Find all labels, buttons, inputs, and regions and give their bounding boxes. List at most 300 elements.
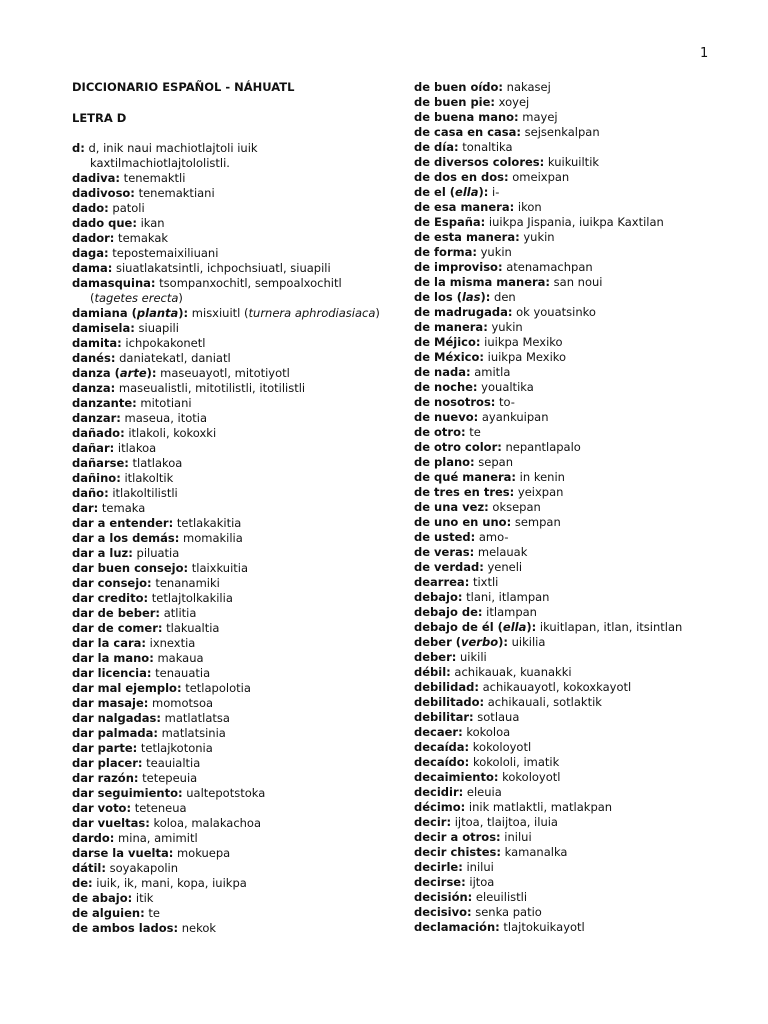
entry-definition: senka patio [471,905,542,919]
entry-headword: de España: [414,215,486,229]
entry-definition: mayej [518,110,558,124]
dictionary-entry [414,635,744,650]
entry-headword: de diversos colores: [414,155,545,169]
dictionary-entry [414,215,744,230]
entry-definition: sotlaua [473,710,520,724]
entry-headword-qualifier: arte [119,366,147,380]
entry-definition: xoyej [495,95,530,109]
entry-headword: damasquina: [72,276,156,290]
entry-headword: ): [478,185,489,199]
dictionary-entry [414,485,744,500]
entry-headword: de tres en tres: [414,485,515,499]
dictionary-entry [414,125,744,140]
entry-definition: melauak [474,545,528,559]
entry-headword: daga: [72,246,109,260]
entry-definition: te [144,906,160,920]
dictionary-entry [414,290,744,305]
dictionary-entry [414,890,744,905]
entry-definition: tetepeuia [138,771,198,785]
entry-definition: ikon [514,200,542,214]
entry-headword: de esta manera: [414,230,520,244]
entry-headword: de México: [414,350,484,364]
entry-definition: atenamachpan [502,260,593,274]
entry-headword: ): [526,620,537,634]
entry-headword: dama: [72,261,113,275]
entry-definition: itlakoltik [120,471,174,485]
entry-definition: siuatlakatsintli, ichpochsiuatl, siuapili [112,261,331,275]
dictionary-entry [414,230,744,245]
entry-definition: teteneua [131,801,187,815]
entry-definition: tlakualtia [162,621,220,635]
entry-definition: mokuepa [173,846,231,860]
dictionary-entry [414,815,744,830]
entry-definition: te [465,425,481,439]
dictionary-entry [72,771,390,786]
entry-definition: amo- [475,530,509,544]
entry-definition: inilui [462,860,494,874]
entry-headword: darse la vuelta: [72,846,174,860]
entry-definition: nekok [178,921,217,935]
dictionary-entry [414,140,744,155]
entry-headword-qualifier: planta [136,306,179,320]
entry-definition: daniatekatl, daniatl [115,351,231,365]
entry-headword: dadivoso: [72,186,135,200]
dictionary-entry [72,366,390,381]
entry-definition: tetlapolotia [181,681,251,695]
entry-headword: damiana ( [72,306,137,320]
entry-definition: sempan [511,515,561,529]
entry-definition: maseuayotl, mitotiyotl [156,366,290,380]
entry-headword: decir chistes: [414,845,501,859]
entry-definition: itik [132,891,154,905]
entry-definition: piluatia [132,546,180,560]
dictionary-entry [72,696,390,711]
dictionary-entry [72,411,390,426]
entry-definition: tenemaktiani [134,186,215,200]
dictionary-entry [414,920,744,935]
entry-headword: dado: [72,201,109,215]
dictionary-entry [72,681,390,696]
entry-definition: nakasej [503,80,551,94]
dictionary-entry [414,410,744,425]
dictionary-entry [414,740,744,755]
entry-definition: maseua, itotia [120,411,208,425]
entry-definition: yukin [519,230,555,244]
entry-headword-qualifier: ella [455,185,479,199]
entry-headword: dar a los demás: [72,531,180,545]
dictionary-entry [414,665,744,680]
entry-definition: ijtoa [465,875,495,889]
entry-headword: danza: [72,381,116,395]
entry-definition: i- [488,185,500,199]
dictionary-entry [72,141,390,171]
entry-definition: inik matlaktli, matlakpan [465,800,613,814]
entry-definition: itlakoltilistli [108,486,178,500]
entry-headword: dar de beber: [72,606,161,620]
entry-definition: achikauayotl, kokoxkayotl [478,680,632,694]
entry-headword: de el ( [414,185,456,199]
dictionary-entry [414,320,744,335]
entry-definition: siuapili [134,321,179,335]
dictionary-entry [72,246,390,261]
entry-headword: de buen pie: [414,95,496,109]
entry-definition: matlatsinia [157,726,226,740]
entry-definition: itlampan [482,605,537,619]
dictionary-entry [414,830,744,845]
entry-headword: decaído: [414,755,470,769]
dictionary-entry [72,261,390,276]
dictionary-entry [72,606,390,621]
dictionary-entry [72,531,390,546]
dictionary-entry [414,395,744,410]
entry-headword: debilidad: [414,680,479,694]
entry-definition: tenemaktli [120,171,186,185]
entry-definition: soyakapolin [105,861,179,875]
dictionary-entry [414,80,744,95]
entry-headword: de noche: [414,380,478,394]
entry-headword: dar: [72,501,99,515]
entry-headword: dañino: [72,471,121,485]
dictionary-entry [414,695,744,710]
dictionary-entry [72,636,390,651]
dictionary-entry [414,875,744,890]
entry-headword: ): [146,366,157,380]
dictionary-entry [72,351,390,366]
dictionary-entry [72,216,390,231]
entry-headword: dar parte: [72,741,138,755]
entry-headword: dátil: [72,861,106,875]
entry-headword: dado que: [72,216,137,230]
entry-definition: uikili [456,650,487,664]
entry-definition: eleuia [463,785,502,799]
entry-headword: de otro: [414,425,466,439]
entry-headword: debilitar: [414,710,474,724]
entry-definition: itlakoa [114,441,157,455]
entry-headword: decir a otros: [414,830,501,844]
entry-headword: debajo de él ( [414,620,503,634]
entry-headword: de madrugada: [414,305,513,319]
entry-definition: omeixpan [508,170,570,184]
entry-definition: achikauali, sotlaktik [484,695,602,709]
entry-definition: tepostemaixiliuani [108,246,219,260]
dictionary-entry [72,396,390,411]
entry-definition: momakilia [179,531,243,545]
entry-headword: de dos en dos: [414,170,509,184]
entry-definition: teauialtia [142,756,201,770]
entry-definition: tenauatia [151,666,211,680]
dictionary-entry [72,561,390,576]
entry-headword: dar mal ejemplo: [72,681,182,695]
dictionary-entry [72,906,390,921]
entry-headword: de nada: [414,365,471,379]
entry-headword: debajo: [414,590,463,604]
entry-headword: dadiva: [72,171,121,185]
entry-headword: decir: [414,815,452,829]
dictionary-entry [72,801,390,816]
entry-headword: dador: [72,231,115,245]
dictionary-entry [72,426,390,441]
entry-headword: danza ( [72,366,120,380]
entry-definition: maseualistli, mitotilistli, itotilistli [115,381,306,395]
entry-headword: dar vueltas: [72,816,150,830]
entry-definition: iuikpa Mexiko [480,335,563,349]
entry-definition: tetlajkotonia [137,741,213,755]
dictionary-entry [414,95,744,110]
dictionary-entry [414,440,744,455]
entry-headword: dar de comer: [72,621,163,635]
entry-definition: tlaixkuitia [188,561,249,575]
entry-headword: dar la cara: [72,636,146,650]
entry-definition: makaua [153,651,204,665]
entry-headword: dardo: [72,831,115,845]
entry-definition: amitla [470,365,511,379]
entry-headword-qualifier: ella [502,620,527,634]
dictionary-entry [72,231,390,246]
dictionary-entry [72,846,390,861]
entry-definition: ) [178,291,183,305]
dictionary-entry [72,441,390,456]
entry-definition: to- [495,395,515,409]
entry-definition: ualtepotstoka [182,786,266,800]
entry-headword-qualifier: las [461,290,481,304]
entry-definition: kamanalka [501,845,568,859]
entry-headword-qualifier: verbo [461,635,499,649]
dictionary-entry [414,710,744,725]
dictionary-entry [414,275,744,290]
entry-definition: matlatlatsa [161,711,230,725]
entry-headword: debajo de: [414,605,483,619]
entry-definition: ayankuipan [478,410,549,424]
entry-headword: deber: [414,650,457,664]
entry-definition: atlitia [160,606,197,620]
entry-scientific-name: turnera aphrodiasiaca [248,306,376,320]
entry-headword: dar seguimiento: [72,786,183,800]
entry-headword: danzante: [72,396,137,410]
entry-definition: temakak [114,231,169,245]
entry-headword: declamación: [414,920,500,934]
entry-headword: ): [498,635,508,649]
entry-definition: kokoloyotl [469,740,532,754]
dictionary-entry [72,201,390,216]
entry-definition: tlajtokuikayotl [499,920,585,934]
dictionary-entry [414,800,744,815]
entry-headword: dar nalgadas: [72,711,161,725]
dictionary-entry [72,381,390,396]
entry-definition: momotsoa [148,696,214,710]
dictionary-entry [72,921,390,936]
entry-definition: tsompanxochitl, sempoalxochitl ( [90,276,342,305]
entry-headword: de esa manera: [414,200,515,214]
dictionary-entry [414,680,744,695]
entry-definition: misxiuitl ( [188,306,249,320]
dictionary-entry [72,876,390,891]
entry-headword: dañar: [72,441,115,455]
entry-definition: ikan [136,216,165,230]
entry-headword: dar palmada: [72,726,158,740]
entry-headword: damisela: [72,321,135,335]
dictionary-entry [414,560,744,575]
entry-definition: inilui [500,830,532,844]
entry-headword: dar razón: [72,771,139,785]
entry-definition: tenanamiki [151,576,220,590]
entry-headword: dañarse: [72,456,129,470]
entry-definition: ikuitlapan, itlan, itsintlan [536,620,683,634]
dictionary-entry [72,711,390,726]
dictionary-entry [72,816,390,831]
left-entries [72,141,390,936]
entry-definition: oksepan [488,500,541,514]
dictionary-entry [72,666,390,681]
entry-headword: de veras: [414,545,475,559]
dictionary-entry [72,891,390,906]
entry-headword: damita: [72,336,122,350]
entry-headword: de ambos lados: [72,921,179,935]
dictionary-entry [414,365,744,380]
entry-headword: de nuevo: [414,410,479,424]
entry-definition: in kenin [516,470,565,484]
entry-definition: den [490,290,516,304]
entry-headword: de manera: [414,320,488,334]
dictionary-entry [414,425,744,440]
entry-definition: kokoloa [462,725,511,739]
entry-definition: eleuilistli [472,890,528,904]
entry-headword: décimo: [414,800,466,814]
dictionary-entry [414,260,744,275]
entry-definition: kokololi, imatik [469,755,560,769]
entry-headword: de verdad: [414,560,484,574]
entry-headword: daño: [72,486,109,500]
entry-headword: de abajo: [72,891,133,905]
entry-headword: de qué manera: [414,470,517,484]
entry-definition: mitotiani [136,396,192,410]
entry-headword: ): [178,306,189,320]
entry-definition: iuikpa Jispania, iuikpa Kaxtilan [485,215,664,229]
entry-headword: dar voto: [72,801,132,815]
dictionary-entry [414,305,744,320]
entry-headword: danés: [72,351,116,365]
dictionary-entry [414,170,744,185]
dictionary-entry [414,200,744,215]
dictionary-entry [72,591,390,606]
entry-headword: dañado: [72,426,125,440]
entry-definition: ok youatsinko [512,305,596,319]
entry-definition: yeneli [483,560,523,574]
entry-definition: yukin [487,320,523,334]
dictionary-entry [414,545,744,560]
dictionary-entry [414,755,744,770]
entry-definition: youaltika [477,380,534,394]
entry-definition: yeixpan [514,485,564,499]
dictionary-entry [72,306,390,321]
entry-headword: de otro color: [414,440,502,454]
document-title: DICCIONARIO ESPAÑOL - NÁHUATL [72,80,295,94]
dictionary-entry [414,605,744,620]
entry-headword: de nosotros: [414,395,496,409]
dictionary-entry [414,530,744,545]
dictionary-entry [414,515,744,530]
entry-definition: tetlajtolkakilia [148,591,233,605]
entry-headword: dar consejo: [72,576,152,590]
entry-definition: uikilia [507,635,546,649]
dictionary-entry [72,171,390,186]
dictionary-entry [414,350,744,365]
dictionary-entry [72,786,390,801]
entry-headword: de plano: [414,455,475,469]
dictionary-entry [414,725,744,740]
entry-definition: patoli [108,201,145,215]
entry-headword: deber ( [414,635,461,649]
entry-definition: tlatlakoa [128,456,183,470]
entry-headword: decisión: [414,890,473,904]
dictionary-entry [72,276,390,306]
entry-headword: de día: [414,140,459,154]
entry-definition: itlakoli, kokoxki [124,426,217,440]
entry-headword: d: [72,141,85,155]
dictionary-entry [72,861,390,876]
entry-definition: ichpokakonetl [121,336,206,350]
dictionary-entry [72,486,390,501]
entry-scientific-name: tagetes erecta [94,291,179,305]
entry-definition: tonaltika [458,140,513,154]
entry-headword: dar masaje: [72,696,149,710]
entry-headword: dar buen consejo: [72,561,189,575]
entry-headword: de alguien: [72,906,145,920]
entry-headword: de: [72,876,93,890]
dictionary-entry [414,245,744,260]
entry-headword: decirle: [414,860,463,874]
dictionary-entry [414,380,744,395]
dictionary-entry [72,831,390,846]
dictionary-entry [72,336,390,351]
dictionary-entry [72,456,390,471]
page-number: 1 [700,46,709,61]
entry-definition: iuik, ik, mani, kopa, iuikpa [92,876,247,890]
letter-heading: LETRA D [72,111,127,125]
entry-definition: ixnextia [145,636,196,650]
entry-headword: decirse: [414,875,466,889]
entry-headword: decidir: [414,785,464,799]
entry-definition: ) [375,306,380,320]
dictionary-entry [414,620,744,635]
entry-headword: de la misma manera: [414,275,551,289]
entry-definition: kuikuiltik [544,155,600,169]
entry-headword: dearrea: [414,575,470,589]
entry-headword: decaída: [414,740,470,754]
entry-headword: decaer: [414,725,463,739]
dictionary-entry [72,651,390,666]
entry-headword: dar a entender: [72,516,174,530]
entry-headword: danzar: [72,411,121,425]
dictionary-entry [414,470,744,485]
dictionary-entry [72,516,390,531]
dictionary-entry [414,905,744,920]
entry-headword: dar credito: [72,591,149,605]
entry-headword: de forma: [414,245,477,259]
dictionary-entry [414,335,744,350]
dictionary-entry [72,471,390,486]
entry-headword: ): [480,290,491,304]
entry-headword: decaimiento: [414,770,499,784]
entry-definition: mina, amimitl [114,831,198,845]
dictionary-entry [72,726,390,741]
dictionary-entry [414,860,744,875]
dictionary-entry [72,186,390,201]
dictionary-entry [72,756,390,771]
dictionary-entry [414,110,744,125]
entry-definition: tixtli [469,575,499,589]
dictionary-entry [414,575,744,590]
entry-definition: nepantlapalo [501,440,581,454]
